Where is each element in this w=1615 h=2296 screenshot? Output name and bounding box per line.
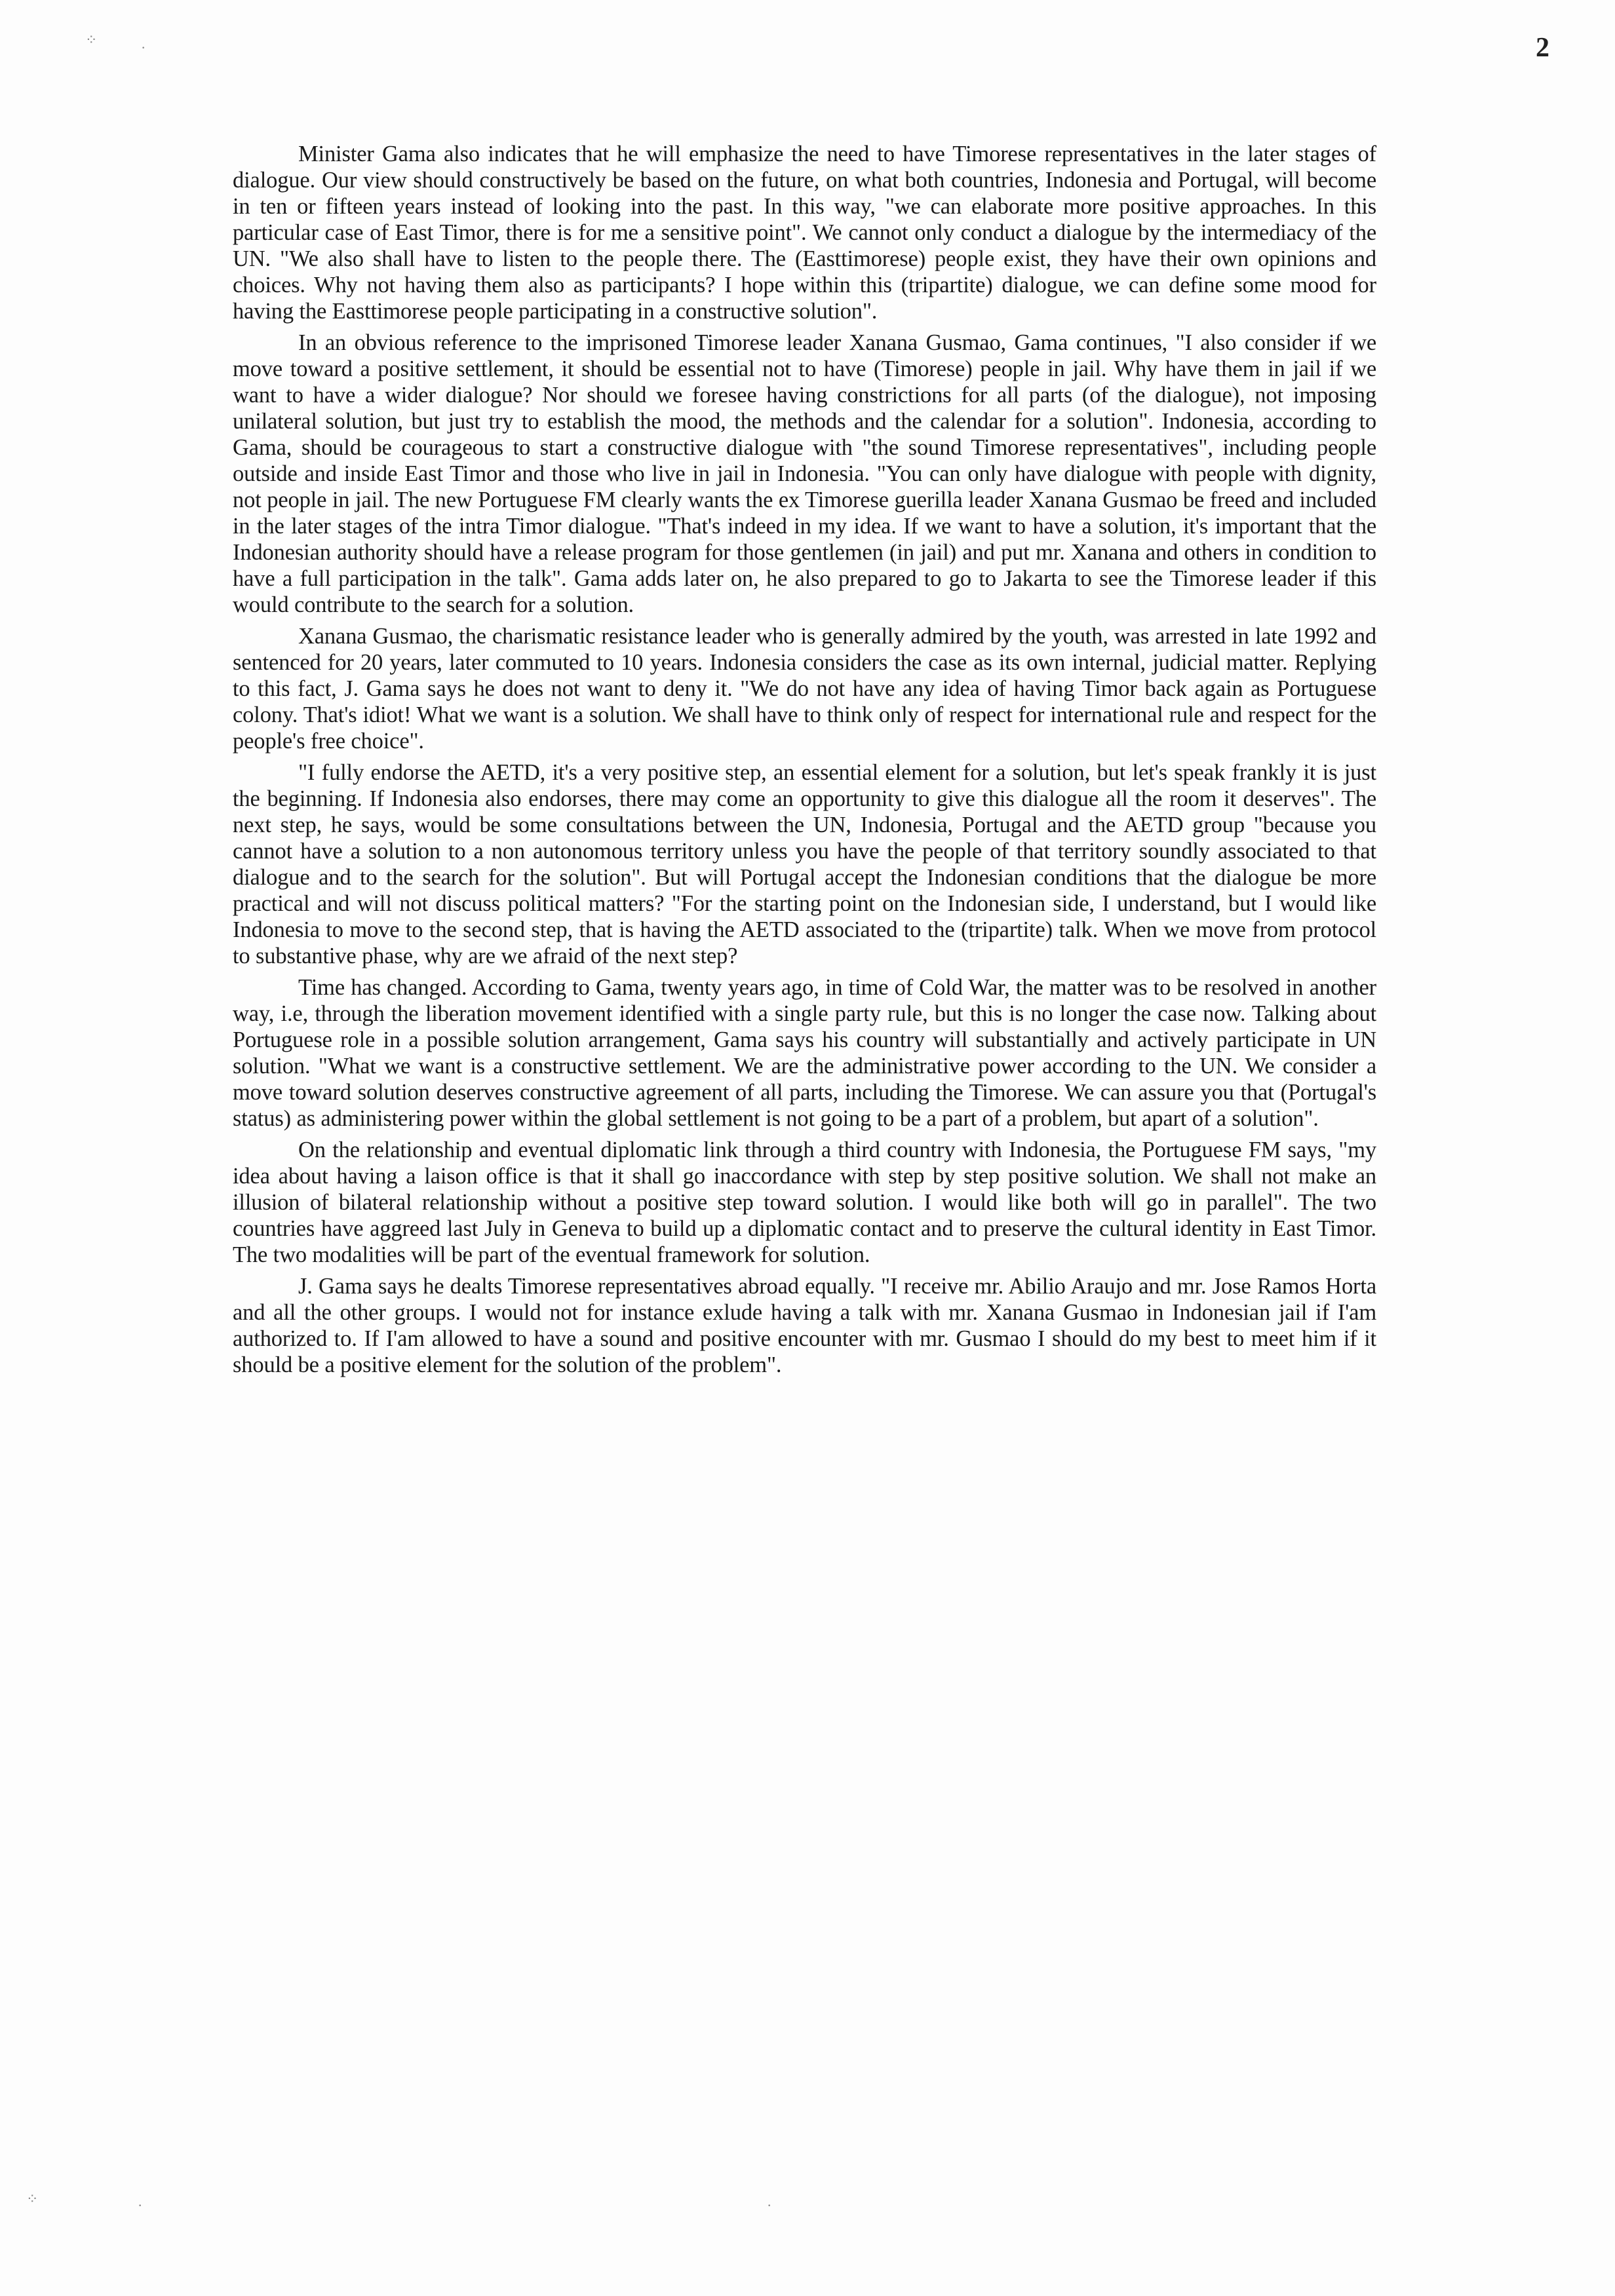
paragraph-3: Xanana Gusmao, the charismatic resistance leader who is generally admired by the youth, was arrested in late 1992 and sentenced for 20 years, later commuted to 10 years. Indonesia considers the case as its own internal, judicial matter. Replying to this fact, J. Gama says he does not want to deny it. "We do not have any idea of having Timor back again as Portuguese colony. That's idiot! What we want is a solution. We shall have to think only of respect for international rule and respect for the people's free choice". (233, 624, 1376, 754)
paragraph-4: "I fully endorse the AETD, it's a very positive step, an essential element for a solution, but let's speak frankly it is just the beginning. If Indonesia also endorses, there may come an opportunity to give this dialogue all the room it deserves". The next step, he says, would be some consultations between the UN, Indonesia, Portugal and the AETD group "because you cannot have a solution to a non autonomous territory unless you have the people of that territory soundly associated to that dialogue and to the search for the solution". But will Portugal accept the Indonesian conditions that the dialogue be more practical and will not discuss political matters? "For the starting point on the Indonesian side, I understand, but I would like Indonesia to move to the second step, that is having the AETD associated to the (tripartite) talk. When we move from protocol to substantive phase, why are we afraid of the next step? (233, 760, 1376, 968)
scan-speck: · (138, 2197, 143, 2213)
scan-speck: · (141, 39, 146, 56)
paragraph-2: In an obvious reference to the imprisoned Timorese leader Xanana Gusmao, Gama continues, "I also consider if we move toward a positive settlement, it should be essential not to have (Timorese) people in jail. Why have them in jail if we want to have a wider dialogue? Nor should we foresee having constrictions for all parts (of the dialogue), not imposing unilateral solution, but just try to establish the mood, the methods and the calendar for a solution". Indonesia, according to Gama, should be courageous to start a constructive dialogue with "the sound Timorese representatives", including people outside and inside East Timor and those who live in jail in Indonesia. "You can only have dialogue with people with dignity, not people in jail. The new Portuguese FM clearly wants the ex Timorese guerilla leader Xanana Gusmao be freed and included in the later stages of the intra Timor dialogue. "That's indeed in my idea. If we want to have a solution, it's important that the Indonesian authority should have a release program for those gentlemen (in jail) and put mr. Xanana and others in condition to have a full participation in the talk". Gama adds later on, he also prepared to go to Jakarta to see the Timorese leader if this would contribute to the search for a solution. (233, 330, 1376, 617)
paragraph-5: Time has changed. According to Gama, twenty years ago, in time of Cold War, the matter was to be resolved in another way, i.e, through the liberation movement identified with a single party rule, but this is no longer the case now. Talking about Portuguese role in a possible solution arrangement, Gama says his country will substantially and actively participate in UN solution. "What we want is a constructive settlement. We are the administrative power according to the UN. We consider a move toward solution deserves constructive agreement of all parts, including the Timorese. We can assure you that (Portugal's status) as administering power within the global settlement is not going to be a part of a problem, but apart of a solution". (233, 975, 1376, 1131)
paragraph-7: J. Gama says he dealts Timorese representatives abroad equally. "I receive mr. Abilio Araujo and mr. Jose Ramos Horta and all the other groups. I would not for instance exlude having a talk with mr. Xanana Gusmao in Indonesian jail if I'am authorized to. If I'am allowed to have a sound and positive encounter with mr. Gusmao I should do my best to meet him if it should be a positive element for the solution of the problem". (233, 1274, 1376, 1377)
article-body (233, 141, 1376, 1378)
page-number: 2 (1536, 33, 1549, 63)
paragraph-6: On the relationship and eventual diplomatic link through a third country with Indonesia, the Portuguese FM says, "my idea about having a laison office is that it shall go inaccordance with step by step positive solution. We shall not make an illusion of bilateral relationship without a positive step toward solution. I would like both will go in parallel". The two countries have aggreed last July in Geneva to build up a diplomatic contact and to preserve the cultural identity in East Timor. The two modalities will be part of the eventual framework for solution. (233, 1138, 1376, 1267)
scan-speck: · (767, 2197, 772, 2213)
paragraph-1: Minister Gama also indicates that he will emphasize the need to have Timorese representatives in the later stages of dialogue. Our view should constructively be based on the future, on what both countries, Indonesia and Portugal, will become in ten or fifteen years instead of looking into the past. In this way, "we can elaborate more positive approaches. In this particular case of East Timor, there is for me a sensitive point". We cannot only conduct a dialogue by the intermediacy of the UN. "We also shall have to listen to the people there. The (Easttimorese) people exist, they have their own opinions and choices. Why not having them also as participants? I hope within this (tripartite) dialogue, we can define some mood for having the Easttimorese people participating in a constructive solution". (233, 142, 1376, 324)
scan-speck: ⁘ (26, 2191, 39, 2207)
scan-speck: ⁘ (85, 31, 98, 48)
